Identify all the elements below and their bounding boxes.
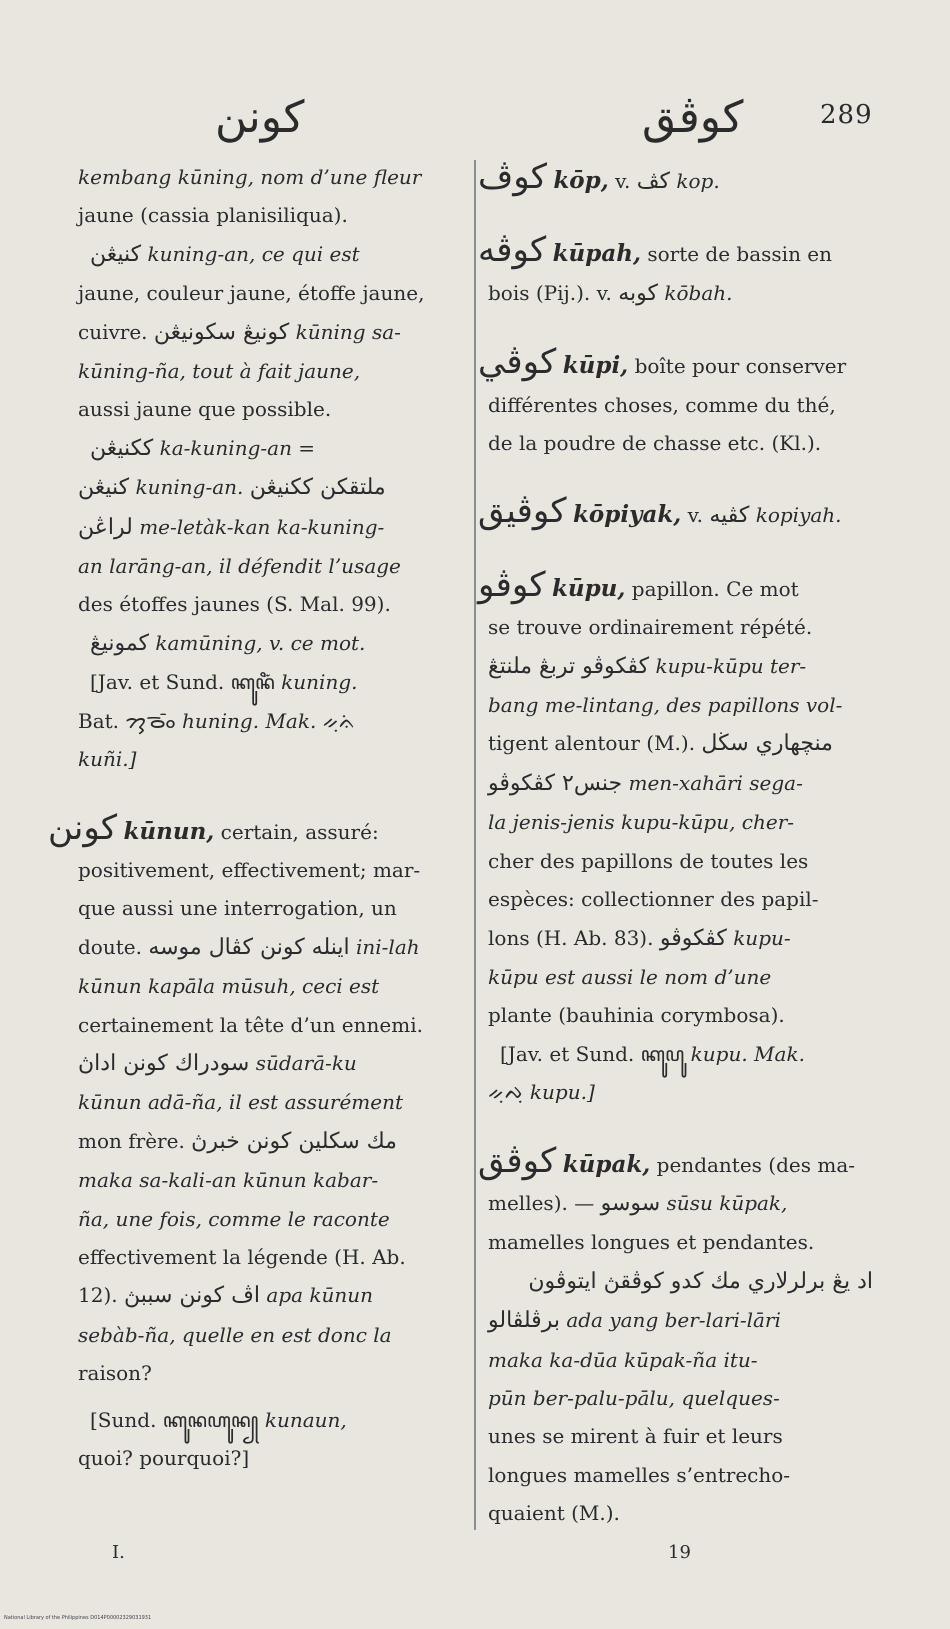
text-line: [Sund. ꦏꦸꦤꦲꦸꦤ꧀ kunaun,	[90, 1407, 347, 1432]
text-line: certainement la tête d’un ennemi.	[78, 1012, 423, 1037]
text-line: برڤلڤالو ada yang ber-lari-lāri	[488, 1308, 781, 1334]
entry-headword-line: كوڤق kūpak, pendantes (des ma-	[478, 1140, 856, 1181]
text-line: kuñi.]	[78, 747, 137, 772]
text-line: espèces: collectionner des papil-	[488, 887, 819, 912]
text-line: cuivre. كونيڠ سكونيڠن kūning sa-	[78, 319, 401, 345]
text-line: se trouve ordinairement répété.	[488, 615, 813, 640]
text-line: an larāng-an, il défendit l’usage	[78, 554, 401, 579]
text-line: 12). اڤ كونن سببڽ apa kūnun	[78, 1283, 374, 1309]
text-line: kūnun kapāla mūsuh, ceci est	[78, 974, 380, 999]
text-line: positivement, effectivement; mar-	[78, 857, 421, 882]
text-line: kembang kūning, nom d’une fleur	[78, 165, 422, 189]
text-line: melles). — سوسو sūsu kūpak,	[488, 1190, 788, 1216]
text-line: raison?	[78, 1361, 152, 1386]
text-line: quoi? pourquoi?]	[78, 1446, 250, 1470]
right-running-head: كوڤق	[642, 92, 744, 143]
entry-headword-line: كوڤي kūpi, boîte pour conserver	[478, 342, 847, 383]
text-line: [Jav. et Sund. ꦏꦸꦤꦶꦁ kuning.	[90, 670, 358, 695]
text-line: cher des papillons de toutes les	[488, 848, 809, 873]
text-line: mamelles longues et pendantes.	[488, 1230, 815, 1255]
entry-headword-line: كوڤيق kōpiyak, v. كڤيه kopiyah.	[478, 491, 842, 532]
text-line: اد يڠ برلرلاري مك كدو كوڤقڽ ايتوڤون	[528, 1268, 873, 1294]
page-number: 289	[820, 100, 873, 130]
text-line: maka ka-dūa kūpak-ña itu-	[488, 1347, 758, 1372]
text-line: sebàb-ña, quelle en est donc la	[78, 1322, 392, 1347]
text-line: kūpu est aussi le nom d’une	[488, 964, 772, 989]
text-line: aussi jaune que possible.	[78, 397, 332, 422]
text-line: jaune, couleur jaune, étoffe jaune,	[78, 281, 425, 306]
text-line: la jenis-jenis kupu-kūpu, cher-	[488, 810, 795, 835]
right-column	[478, 157, 873, 1533]
text-line: maka sa-kali-an kūnun kabar-	[78, 1168, 379, 1193]
text-line: كمونيڠ kamūning, v. ce mot.	[90, 630, 366, 656]
text-line: des étoffes jaunes (S. Mal. 99).	[78, 592, 391, 617]
text-line: longues mamelles s’entrecho-	[488, 1462, 791, 1487]
text-line: ña, une fois, comme le raconte	[78, 1206, 390, 1231]
text-line: différentes choses, comme du thé,	[488, 392, 836, 417]
entry-headword-line: كوڤ kōp, v. كڤ kop.	[478, 157, 720, 197]
library-note: National Library of the Philippines D014P00002329031931	[4, 1615, 152, 1621]
text-line: lons (H. Ab. 83). كڤكوڤو kupu-	[488, 925, 791, 951]
text-line: quaient (M.).	[488, 1501, 620, 1526]
text-line: kūnun adā-ña, il est assurément	[78, 1090, 404, 1115]
signature-mark: I.	[112, 1542, 125, 1563]
entry-headword-line: كونن kūnun, certain, assuré:	[48, 807, 379, 848]
text-line: bang me-lintang, des papillons vol-	[488, 693, 843, 718]
text-line: effectivement la légende (H. Ab.	[78, 1244, 406, 1269]
text-line: ᨀᨘᨄᨘ kupu.]	[488, 1080, 595, 1105]
entry-headword-line: كوڤو kūpu, papillon. Ce mot	[478, 564, 799, 605]
sheet-number: 19	[668, 1542, 691, 1563]
text-line: [Jav. et Sund. ꦏꦸꦥꦸ kupu. Mak.	[500, 1041, 805, 1066]
left-running-head: كونن	[215, 92, 305, 143]
text-line: لراڠن me-letàk-kan ka-kuning-	[78, 514, 385, 540]
text-line: جنس٢ كڤكوڤو men-xahāri sega-	[488, 770, 803, 796]
text-line: سودراك كونن اداڽ sūdarā-ku	[78, 1050, 357, 1076]
text-line: كنيڠن kuning-an, ce qui est	[90, 241, 360, 267]
text-line: ككنيڠن ka-kuning-an =	[90, 435, 316, 461]
text-line: mon frère. مك سكلين كونن خبرڽ	[78, 1128, 397, 1154]
column-divider	[474, 160, 476, 1530]
text-line: كنيڠن kuning-an. ملتقكن ككنيڠن	[78, 475, 386, 501]
text-line: doute. اينله كونن كڤال موسه ini-lah	[78, 934, 420, 960]
text-line: plante (bauhinia corymbosa).	[488, 1003, 785, 1028]
text-line: pūn ber-palu-pālu, quelques-	[488, 1385, 780, 1410]
text-line: bois (Pij.). v. كوبه kōbah.	[488, 280, 733, 306]
text-line: Bat. ᯂᯮᯉᯪᯰ huning. Mak. ᨀᨘᨊᨗ	[78, 708, 356, 733]
text-line: de la poudre de chasse etc. (Kl.).	[488, 431, 822, 456]
text-line: unes se mirent à fuir et leurs	[488, 1424, 783, 1449]
text-line: tigent alentour (M.). منچهاري سڬل	[488, 731, 833, 757]
text-line: كڤكوڤو تربڠ ملنتڠ kupu-kūpu ter-	[488, 653, 807, 679]
entry-headword-line: كوڤه kūpah, sorte de bassin en	[478, 230, 833, 271]
text-line: kūning-ña, tout à fait jaune,	[78, 359, 361, 384]
text-line: jaune (cassia planisiliqua).	[78, 203, 348, 228]
text-line: que aussi une interrogation, un	[78, 896, 397, 921]
left-column	[48, 158, 450, 1477]
